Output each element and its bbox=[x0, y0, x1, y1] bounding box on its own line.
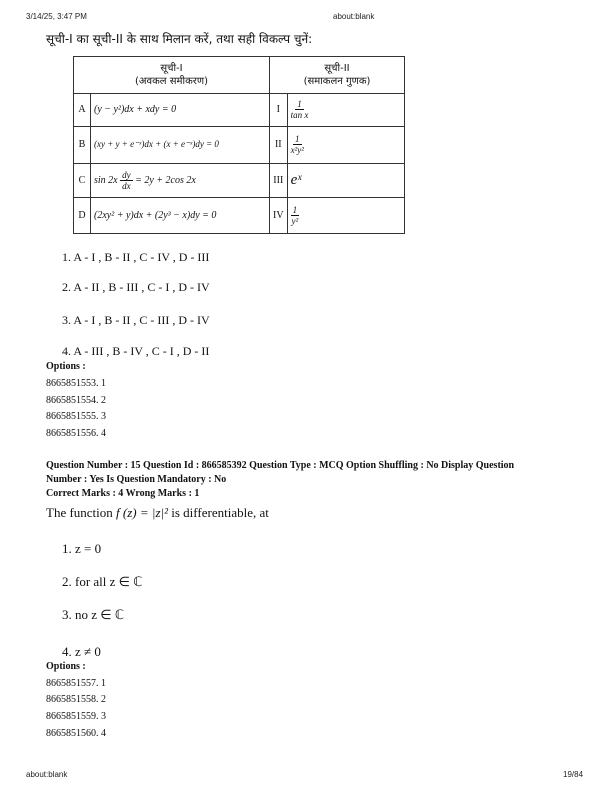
row-label: B bbox=[74, 127, 91, 164]
factor-denominator: y² bbox=[291, 216, 299, 227]
table-row bbox=[74, 198, 405, 234]
q14-heading: सूची-I का सूची-II के साथ मिलान करें, तथा सही विकल्प चुनें: bbox=[46, 32, 313, 46]
roman-label: IV bbox=[270, 198, 288, 234]
col1-header bbox=[74, 57, 270, 94]
col2-subtitle: (समाकलन गुणक) bbox=[303, 75, 371, 87]
table-row bbox=[74, 93, 405, 127]
equation-suffix: = 2y + 2cos 2x bbox=[135, 174, 196, 186]
print-footer-url: about:blank bbox=[26, 770, 68, 779]
factor-denominator: tan x bbox=[290, 110, 309, 121]
option-id: 8665851553. 1 bbox=[46, 378, 106, 389]
integrating-factor bbox=[287, 198, 404, 234]
col1-subtitle: (अवकल समीकरण) bbox=[135, 75, 208, 87]
row-label: A bbox=[74, 93, 91, 127]
q15-stem-prefix: The function bbox=[46, 505, 113, 520]
table-row bbox=[74, 127, 405, 164]
option-id: 8665851555. 3 bbox=[46, 411, 106, 422]
q15-choice-1: 1. z = 0 bbox=[62, 541, 102, 556]
col2-title: सूची-II bbox=[324, 62, 350, 74]
q15-stem bbox=[46, 505, 269, 521]
integrating-factor bbox=[287, 127, 404, 164]
q15-marks: Correct Marks : 4 Wrong Marks : 1 bbox=[46, 488, 200, 499]
roman-label: I bbox=[270, 93, 288, 127]
option-id: 8665851556. 4 bbox=[46, 428, 106, 439]
integrating-factor bbox=[287, 93, 404, 127]
print-title: about:blank bbox=[333, 12, 375, 21]
option-id: 8665851557. 1 bbox=[46, 678, 106, 689]
factor-denominator: x²y² bbox=[290, 145, 304, 156]
derivative-numerator: dy bbox=[122, 170, 131, 181]
factor-numerator: 1 bbox=[297, 99, 302, 110]
integrating-factor: eˣ bbox=[287, 163, 404, 198]
q14-choice-2: 2. A - II , B - III , C - I , D - IV bbox=[62, 280, 210, 294]
match-table bbox=[73, 56, 405, 234]
q14-choice-1: 1. A - I , B - II , C - IV , D - III bbox=[62, 250, 210, 264]
table-row bbox=[74, 163, 405, 198]
factor-numerator: 1 bbox=[292, 205, 298, 216]
q15-options-label: Options : bbox=[46, 661, 86, 672]
roman-label: III bbox=[270, 163, 288, 198]
q15-stem-suffix: is differentiable, at bbox=[171, 505, 269, 520]
q14-choice-3: 3. A - I , B - II , C - III , D - IV bbox=[62, 313, 210, 327]
q15-stem-formula: f (z) = |z|² bbox=[116, 505, 169, 520]
q15-choice-4: 4. z ≠ 0 bbox=[62, 644, 101, 659]
q15-choice-3: 3. no z ∈ ℂ bbox=[62, 607, 124, 622]
equation-prefix: sin 2x bbox=[94, 174, 118, 186]
q14-options-label: Options : bbox=[46, 361, 86, 372]
print-datetime: 3/14/25, 3:47 PM bbox=[26, 12, 87, 21]
roman-label: II bbox=[270, 127, 288, 164]
derivative-denominator: dx bbox=[122, 181, 131, 192]
factor-numerator: 1 bbox=[295, 134, 300, 145]
option-id: 8665851559. 3 bbox=[46, 711, 106, 722]
q15-meta-line1: Question Number : 15 Question Id : 866585392 Question Type : MCQ Option Shuffling : No Display Question bbox=[46, 460, 515, 471]
col2-header bbox=[270, 57, 405, 94]
q15-meta-line2: Number : Yes Is Question Mandatory : No bbox=[46, 474, 227, 485]
q14-choice-4: 4. A - III , B - IV , C - I , D - II bbox=[62, 344, 210, 358]
equation: (xy + y + e⁻ˣ)dx + (x + e⁻ˣ)dy = 0 bbox=[91, 127, 270, 164]
option-id: 8665851558. 2 bbox=[46, 694, 106, 705]
equation: (y − y²)dx + xdy = 0 bbox=[91, 93, 270, 127]
col1-title: सूची-I bbox=[160, 62, 183, 74]
equation: (2xy² + y)dx + (2y³ − x)dy = 0 bbox=[91, 198, 270, 234]
option-id: 8665851554. 2 bbox=[46, 395, 106, 406]
page-number: 19/84 bbox=[563, 770, 584, 779]
option-id: 8665851560. 4 bbox=[46, 728, 106, 739]
row-label: C bbox=[74, 163, 91, 198]
row-label: D bbox=[74, 198, 91, 234]
q15-choice-2: 2. for all z ∈ ℂ bbox=[62, 574, 143, 589]
equation bbox=[91, 163, 270, 198]
